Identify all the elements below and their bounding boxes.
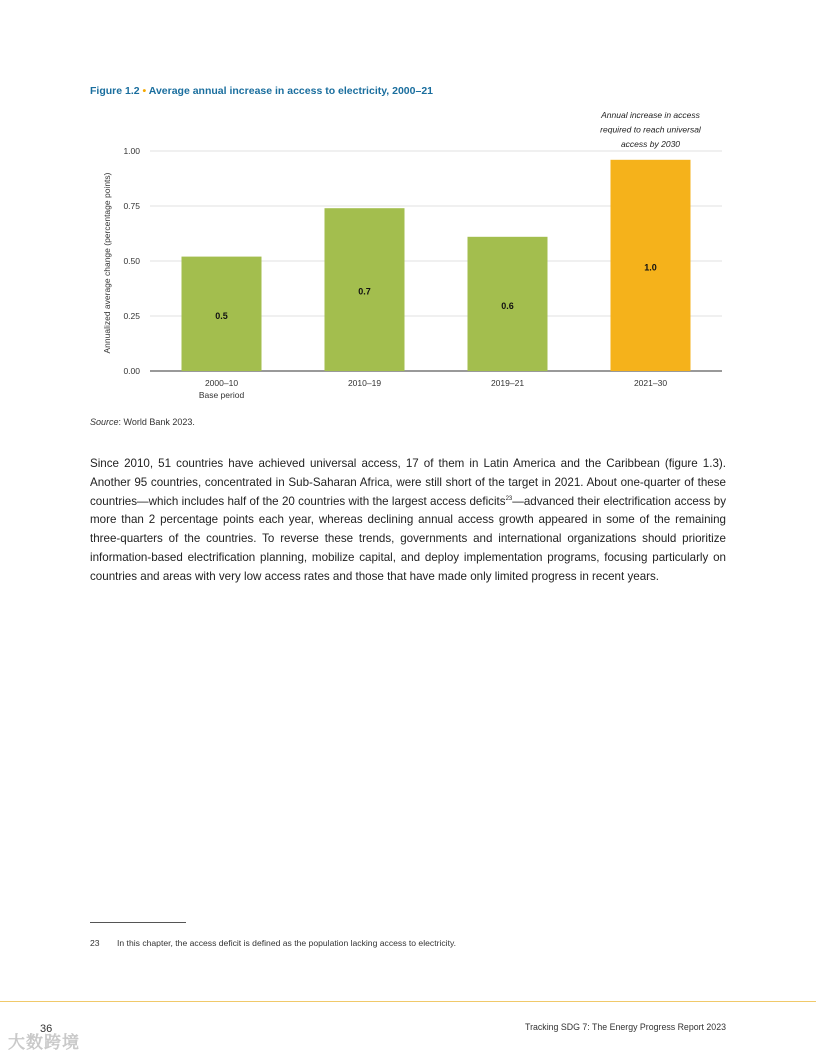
bar-chart xyxy=(90,100,740,410)
body-paragraph xyxy=(90,455,726,587)
x-tick-label: 2021–30 xyxy=(633,378,668,388)
source-text: : World Bank 2023. xyxy=(118,417,195,427)
y-tick-label: 0.50 xyxy=(123,256,140,266)
y-tick-label: 0.00 xyxy=(123,366,140,376)
x-tick-label: Base period xyxy=(198,390,245,400)
figure-caption: Average annual increase in access to electricity, 2000–21 xyxy=(148,85,433,97)
data-label: 0.7 xyxy=(358,286,371,297)
body-text-part2: —advanced their electrification access by more than 2 percentage points each year, whereas declining annual access growth appeared in some of the remaining three-quarters of the countries. To reverse these trends, governments and international organizations should prioritize information-based electrification planning, mobilize capital, and deploy implementation programs, focusing particularly on countries and areas with very low access rates and those that have made only limited progress in recent years. xyxy=(90,494,726,583)
x-tick-label: 2000–10 xyxy=(204,378,239,388)
footnote-divider xyxy=(90,922,186,923)
footnote-number: 23 xyxy=(90,938,100,948)
x-tick-label: 2010–19 xyxy=(347,378,382,388)
running-head: Tracking SDG 7: The Energy Progress Report 2023 xyxy=(525,1022,726,1032)
page-number: 36 xyxy=(40,1023,53,1035)
figure-label: Figure 1.2 xyxy=(90,85,140,97)
y-tick-label: 1.00 xyxy=(123,146,140,156)
footnote-text: In this chapter, the access deficit is defined as the population lacking access to electricity. xyxy=(117,938,456,948)
data-label: 1.0 xyxy=(644,262,657,273)
body-text-part1: Since 2010, 51 countries have achieved universal access, 17 of them in Latin America and the Caribbean (figure 1.3). Another 95 countries, concentrated in Sub-Saharan Africa, were still short of the target in 2021. About one-quarter of these countries—which includes half of the 20 countries with the largest access deficits xyxy=(90,457,726,508)
figure-separator: • xyxy=(142,85,147,97)
bar-annotation: required to reach universal xyxy=(600,124,701,135)
y-axis-label: Annualized average change (percentage points) xyxy=(102,172,112,354)
footer-divider xyxy=(0,1001,816,1002)
y-tick-label: 0.75 xyxy=(123,201,140,211)
figure-title xyxy=(90,85,433,97)
bar-annotation: access by 2030 xyxy=(620,139,681,149)
y-tick-label: 0.25 xyxy=(123,311,140,321)
data-label: 0.6 xyxy=(501,300,514,311)
figure-source xyxy=(90,417,195,427)
footnote-reference[interactable]: 23 xyxy=(505,495,513,502)
data-label: 0.5 xyxy=(215,310,228,321)
footnote xyxy=(90,938,456,948)
watermark-logo: 大数跨境 xyxy=(8,1033,80,1052)
x-tick-label: 2019–21 xyxy=(490,378,525,388)
bar-annotation: Annual increase in access xyxy=(601,110,700,120)
source-label: Source xyxy=(90,417,119,427)
